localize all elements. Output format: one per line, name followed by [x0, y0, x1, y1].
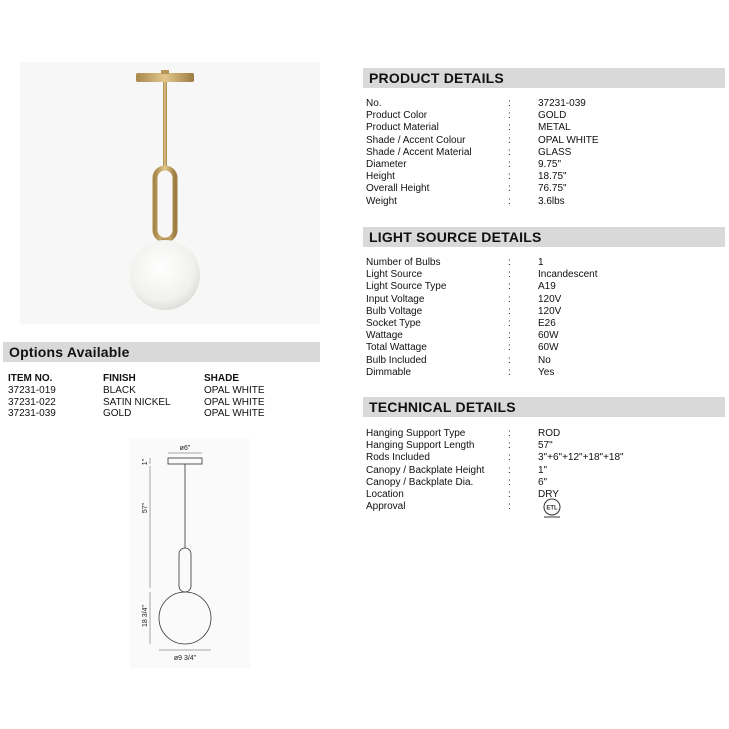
- technical-sep: :: [508, 488, 511, 500]
- option-item-no: 37231-039: [8, 408, 56, 419]
- dimension-drawing: [130, 438, 250, 668]
- option-shade: OPAL WHITE: [204, 408, 265, 419]
- light-source-sep: :: [508, 342, 511, 354]
- product-detail-value: GOLD: [538, 110, 567, 122]
- light-source-value: A19: [538, 281, 556, 293]
- option-shade: OPAL WHITE: [204, 385, 265, 396]
- technical-value: 6": [538, 476, 548, 488]
- product-detail-label: Diameter: [366, 158, 407, 170]
- light-source-row: [366, 330, 726, 342]
- dim-canopy-height: 1": [142, 458, 149, 466]
- light-source-value: 1: [538, 257, 544, 268]
- product-detail-value: 37231-039: [538, 98, 586, 109]
- product-detail-value: METAL: [538, 122, 571, 134]
- etl-listed-mark-icon: [540, 498, 564, 525]
- technical-sep: :: [508, 440, 511, 452]
- technical-row: [366, 465, 726, 477]
- dim-canopy-dia: ø6": [179, 445, 191, 452]
- light-source-row: [366, 257, 726, 269]
- light-source-row: [366, 294, 726, 306]
- light-source-sep: :: [508, 354, 511, 366]
- product-details-header: PRODUCT DETAILS: [363, 68, 725, 88]
- product-detail-sep: :: [508, 98, 511, 109]
- technical-value: DRY: [538, 488, 559, 500]
- svg-text:ETL: ETL: [546, 505, 558, 512]
- product-detail-label: Shade / Accent Material: [366, 146, 472, 158]
- technical-sep: :: [508, 428, 511, 439]
- product-detail-sep: :: [508, 110, 511, 122]
- technical-sep: :: [508, 452, 511, 464]
- light-source-row: [366, 318, 726, 330]
- light-source-sep: :: [508, 269, 511, 281]
- pendant-lamp-image: [20, 62, 320, 324]
- product-detail-row: [366, 135, 726, 147]
- product-detail-label: Product Material: [366, 122, 439, 134]
- product-detail-sep: :: [508, 134, 511, 146]
- technical-label: Canopy / Backplate Dia.: [366, 476, 474, 488]
- product-detail-label: Weight: [366, 195, 397, 207]
- light-source-sep: :: [508, 330, 511, 342]
- light-source-label: Bulb Included: [366, 354, 427, 366]
- light-source-label: Bulb Voltage: [366, 305, 423, 317]
- light-source-value: No: [538, 354, 551, 366]
- product-detail-row: [366, 159, 726, 171]
- light-source-label: Total Wattage: [366, 342, 427, 354]
- light-source-row: [366, 269, 726, 281]
- technical-value: 1": [538, 464, 548, 476]
- product-detail-sep: :: [508, 158, 511, 170]
- product-detail-value: OPAL WHITE: [538, 134, 599, 146]
- product-detail-row: [366, 122, 726, 134]
- technical-label: Hanging Support Length: [366, 440, 475, 452]
- product-detail-label: Shade / Accent Colour: [366, 134, 466, 146]
- product-detail-value: 3.6lbs: [538, 195, 565, 207]
- light-source-details-list: [366, 257, 726, 379]
- technical-label: Canopy / Backplate Height: [366, 464, 485, 476]
- technical-label: Location: [366, 488, 404, 500]
- light-source-sep: :: [508, 366, 511, 378]
- technical-row: [366, 440, 726, 452]
- product-detail-label: Overall Height: [366, 183, 430, 195]
- light-source-sep: :: [508, 305, 511, 317]
- technical-sep: :: [508, 476, 511, 488]
- light-source-details-header: LIGHT SOURCE DETAILS: [363, 227, 725, 247]
- product-detail-value: GLASS: [538, 146, 572, 158]
- product-detail-sep: :: [508, 183, 511, 195]
- technical-label: Approval: [366, 501, 406, 513]
- light-source-value: 60W: [538, 330, 559, 342]
- product-detail-row: [366, 98, 726, 110]
- technical-details-header: TECHNICAL DETAILS: [363, 397, 725, 417]
- technical-row: [366, 452, 726, 464]
- light-source-label: Number of Bulbs: [366, 257, 441, 268]
- option-finish: BLACK: [103, 385, 136, 396]
- technical-sep: :: [508, 464, 511, 476]
- product-detail-row: [366, 196, 726, 208]
- light-source-row: [366, 281, 726, 293]
- product-detail-sep: :: [508, 146, 511, 158]
- product-detail-value: 18.75": [538, 171, 567, 183]
- technical-value: ROD: [538, 428, 561, 439]
- option-shade: OPAL WHITE: [204, 396, 265, 408]
- light-source-label: Wattage: [366, 330, 403, 342]
- dim-globe-dia: ø9 3/4": [173, 655, 197, 662]
- light-source-value: Incandescent: [538, 269, 598, 281]
- light-source-value: 120V: [538, 293, 562, 305]
- product-detail-row: [366, 183, 726, 195]
- light-source-row: [366, 367, 726, 379]
- light-source-label: Input Voltage: [366, 293, 425, 305]
- option-item-no: 37231-019: [8, 385, 56, 396]
- product-detail-sep: :: [508, 171, 511, 183]
- light-source-sep: :: [508, 317, 511, 329]
- product-detail-label: Product Color: [366, 110, 428, 122]
- product-details-list: [366, 98, 726, 208]
- product-photo: [20, 62, 320, 324]
- technical-value: 3"+6"+12"+18"+18": [538, 452, 624, 464]
- dim-rod-length: 57": [142, 502, 149, 514]
- options-col-item-no: ITEM NO.: [8, 373, 53, 384]
- product-detail-value: 9.75": [538, 158, 562, 170]
- product-detail-value: 76.75": [538, 183, 567, 195]
- product-detail-sep: :: [508, 122, 511, 134]
- light-source-label: Light Source: [366, 269, 423, 281]
- technical-value: 57": [538, 440, 553, 452]
- dim-fixture-height: 18 3/4": [142, 605, 149, 627]
- light-source-value: 60W: [538, 342, 559, 354]
- light-source-value: 120V: [538, 305, 562, 317]
- light-source-row: [366, 355, 726, 367]
- product-detail-label: No.: [366, 98, 382, 109]
- technical-row: [366, 428, 726, 440]
- technical-label: Hanging Support Type: [366, 428, 466, 439]
- light-source-row: [366, 306, 726, 318]
- product-detail-row: [366, 147, 726, 159]
- option-finish: SATIN NICKEL: [103, 396, 171, 408]
- light-source-label: Socket Type: [366, 317, 421, 329]
- technical-sep: :: [508, 501, 511, 513]
- options-available-header: Options Available: [3, 342, 320, 362]
- technical-row: [366, 477, 726, 489]
- product-detail-row: [366, 110, 726, 122]
- light-source-value: E26: [538, 317, 556, 329]
- light-source-sep: :: [508, 293, 511, 305]
- light-source-sep: :: [508, 281, 511, 293]
- product-detail-row: [366, 171, 726, 183]
- light-source-value: Yes: [538, 366, 555, 378]
- light-source-row: [366, 342, 726, 354]
- technical-label: Rods Included: [366, 452, 430, 464]
- light-source-sep: :: [508, 257, 511, 268]
- options-col-shade: SHADE: [204, 373, 240, 384]
- product-detail-label: Height: [366, 171, 395, 183]
- light-source-label: Light Source Type: [366, 281, 447, 293]
- option-item-no: 37231-022: [8, 396, 56, 408]
- product-detail-sep: :: [508, 195, 511, 207]
- options-col-finish: FINISH: [103, 373, 136, 384]
- option-finish: GOLD: [103, 408, 132, 419]
- light-source-label: Dimmable: [366, 366, 412, 378]
